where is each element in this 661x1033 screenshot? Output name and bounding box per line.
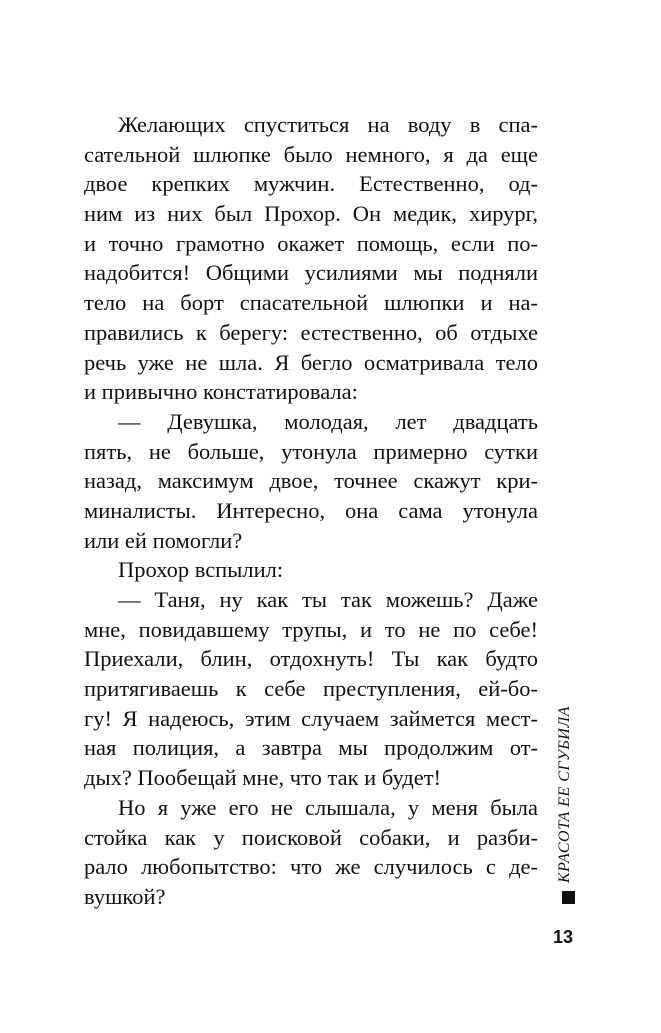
text-line: притягиваешь к себе преступления, ей-бо- — [84, 676, 538, 702]
text-line: мне, повидавшему трупы, и то не по себе! — [84, 616, 538, 642]
text-line: речь уже не шла. Я бегло осматривала тело — [84, 349, 538, 375]
text-line: Желающих спуститься на воду в спа- — [118, 112, 538, 137]
text-line: двое крепких мужчин. Естественно, од- — [84, 171, 538, 197]
text-line: назад, максимум двое, точнее скажут кри- — [84, 468, 538, 494]
text-line: миналисты. Интересно, она сама утонула — [84, 497, 538, 523]
text-line: Но я уже его не слышала, у меня была — [118, 794, 538, 820]
text-line: или ей помогли? — [84, 527, 243, 553]
text-line: ная полиция, а завтра мы продолжим от- — [84, 735, 538, 761]
text-line: тело на борт спасательной шлюпки и на- — [84, 290, 538, 316]
text-line: Прохор вспылил: — [118, 557, 284, 583]
text-line: и точно грамотно окажет помощь, если по- — [84, 230, 538, 256]
text-line: сательной шлюпке было немного, я да еще — [84, 141, 538, 167]
body-text — [84, 110, 538, 912]
section-marker-square — [562, 891, 575, 904]
text-line: и привычно констатировала: — [84, 379, 358, 405]
text-line: пять, не больше, утонула примерно сутки — [84, 438, 538, 464]
running-title: КРАСОТА ЕЕ СГУБИЛА — [556, 706, 573, 883]
text-line: гу! Я надеюсь, этим случаем займется мест- — [84, 705, 538, 731]
text-line: дых? Пообещай мне, что так и будет! — [84, 765, 442, 791]
text-line: — Девушка, молодая, лет двадцать — [118, 408, 538, 434]
text-line: надобится! Общими усилиями мы подняли — [84, 260, 538, 286]
page-number: 13 — [552, 927, 573, 947]
text-line: — Таня, ну как ты так можешь? Даже — [118, 587, 538, 612]
text-line: рало любопытство: что же случилось с де- — [84, 854, 538, 880]
text-line: вушкой? — [84, 883, 166, 909]
text-line: ним из них был Прохор. Он медик, хирург, — [84, 201, 538, 227]
text-line: стойка как у поисковой собаки, и разби- — [84, 824, 538, 850]
text-line: Приехали, блин, отдохнуть! Ты как будто — [84, 646, 538, 672]
text-line: правились к берегу: естественно, об отдыхе — [84, 319, 538, 345]
